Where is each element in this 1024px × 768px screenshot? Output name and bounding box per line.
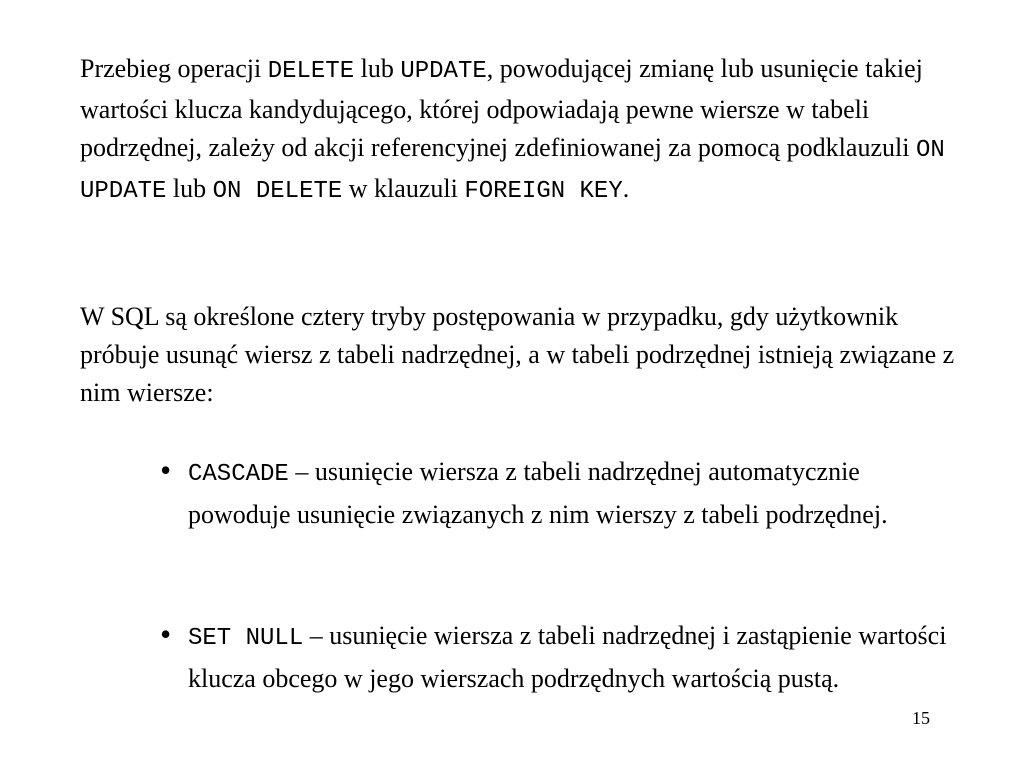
page-number: 15 xyxy=(912,708,930,728)
code-foreign-key: FOREIGN KEY xyxy=(464,178,623,205)
code-on-delete: ON DELETE xyxy=(212,178,343,205)
intro-text-4: lub xyxy=(166,174,213,203)
intro-text-6: . xyxy=(622,174,630,203)
bullet-set-null xyxy=(160,616,948,699)
code-on-update: ON UPDATE xyxy=(80,137,945,205)
intro-text-2: lub xyxy=(354,54,401,83)
bullet-set-null-text: – usunięcie wiersza z tabeli nadrzędnej i zastąpienie wartości klucza obcego w jego wierszach podrzędnych wartością pustą. xyxy=(188,621,947,693)
code-cascade: CASCADE xyxy=(188,461,289,488)
intro-text-5: w klauzuli xyxy=(342,174,465,203)
bullet-cascade xyxy=(160,452,948,535)
modes-paragraph: W SQL są określone cztery tryby postępowania w przypadku, gdy użytkownik próbuje usunąć wiersz z tabeli nadrzędnej, a w tabeli podrzędnej istnieją związane z nim wiersze: xyxy=(80,302,955,407)
bullet-marker: • xyxy=(160,616,172,652)
bullet-cascade-text: – usunięcie wiersza z tabeli nadrzędnej automatycznie powoduje usunięcie związanych z nim wierszy z tabeli podrzędnej. xyxy=(188,457,888,529)
intro-text-3: , powodującej zmianę lub usunięcie takiej wartości klucza kandydującego, której odpowiadają pewne wiersze w tabeli podrzędnej, zależy od akcji referencyjnej zdefiniowanej za pomocą podklauzuli xyxy=(80,54,923,162)
intro-text-1: Przebieg operacji xyxy=(80,54,268,83)
code-delete: DELETE xyxy=(267,58,355,85)
code-update: UPDATE xyxy=(400,58,487,85)
bullet-marker: • xyxy=(160,452,172,488)
code-set-null: SET NULL xyxy=(188,625,304,652)
intro-paragraph xyxy=(80,50,960,211)
